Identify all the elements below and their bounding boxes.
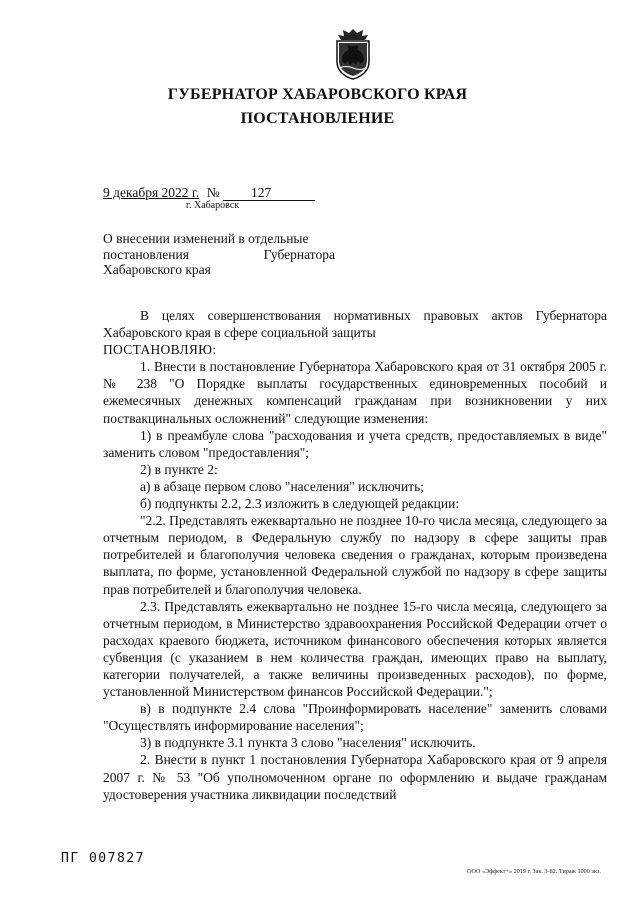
document-date: 9 декабря 2022 г.	[103, 185, 200, 200]
date-number-line	[103, 185, 315, 201]
subitem-1-2-c: в) в подпункте 2.4 слова "Проинформировать население" заменить словами "Осуществлять информирование населения";	[103, 701, 607, 734]
subject-line-3: Хабаровского края	[103, 262, 211, 277]
subitem-1-2-a: а) в абзаце первом слово "населения" исключить;	[140, 478, 424, 494]
paragraph-1: 1. Внести в постановление Губернатора Хабаровского края от 31 октября 2005 г. № 238 "О Порядке выплаты государственных единовременных пособий и ежемесячных денежных компенсаций гражданам при возникновении у них поствакцинальных осложнений" следующие изменения:	[103, 359, 607, 426]
printer-imprint: ООО «Эффект+» 2019 г. Зак. 3-82. Тираж 1000 экз.	[467, 868, 601, 875]
subitem-1-1: 1) в преамбуле слова "расходования и учета средств, предоставляемых в виде" заменить словом "предоставления";	[103, 427, 607, 460]
subject-line-1: О внесении изменений в отдельные	[103, 231, 309, 246]
subitem-1-3: 3) в подпункте 3.1 пункта 3 слово "населения" исключить.	[140, 735, 476, 751]
clause-2-3: 2.3. Представлять ежеквартально не позднее 15-го числа месяца, следующего за отчетным периодом, в Министерство здравоохранения Российской Федерации отчет о расходах краевого бюджета, источником финансового обеспечения которых является субвенция (с указанием в нем количества граждан, имеющих право на выплату, категории получателей, а также величины произведенных расходов), по форме, установленной Министерством финансов Российской Федерации.";	[103, 598, 607, 700]
number-label: №	[206, 185, 220, 200]
document-number: 127	[223, 186, 315, 201]
subject-line-2: постановления Губернатора	[103, 246, 335, 262]
intro-paragraph: В целях совершенствования нормативных правовых актов Губернатора Хабаровского края в сфере социальной защиты	[103, 308, 607, 341]
subitem-1-2-b: б) подпункты 2.2, 2.3 изложить в следующей редакции:	[140, 496, 460, 512]
city-name: г. Хабаровск	[186, 200, 240, 211]
clause-2-2: "2.2. Представлять ежеквартально не позднее 10-го числа месяца, следующего за отчетным периодом, в Федеральную службу по надзору в сфере защиты прав потребителей и благополучия человека сведения о гражданах, которым произведена выплата, по форме, установленной Федеральной службой по надзору в сфере защиты прав потребителей и благополучия человека.	[103, 513, 607, 597]
document-type: ПОСТАНОВЛЕНИЕ	[240, 110, 395, 127]
decree-word: ПОСТАНОВЛЯЮ:	[103, 342, 217, 358]
form-serial-number: ПГ 007827	[61, 851, 145, 866]
document-body	[103, 307, 607, 803]
khabarovsk-coat-of-arms-icon	[331, 28, 375, 80]
coat-of-arms-emblem	[331, 28, 375, 80]
governor-title: ГУБЕРНАТОР ХАБАРОВСКОГО КРАЯ	[167, 86, 468, 103]
document-subject	[103, 231, 335, 278]
paragraph-2: 2. Внести в пункт 1 постановления Губернатора Хабаровского края от 9 апреля 2007 г. № 53 "Об уполномоченном органе по оформлению и выдаче гражданам удостоверения участника ликвидации последствий	[103, 752, 607, 802]
subitem-1-2: 2) в пункте 2:	[140, 461, 218, 477]
